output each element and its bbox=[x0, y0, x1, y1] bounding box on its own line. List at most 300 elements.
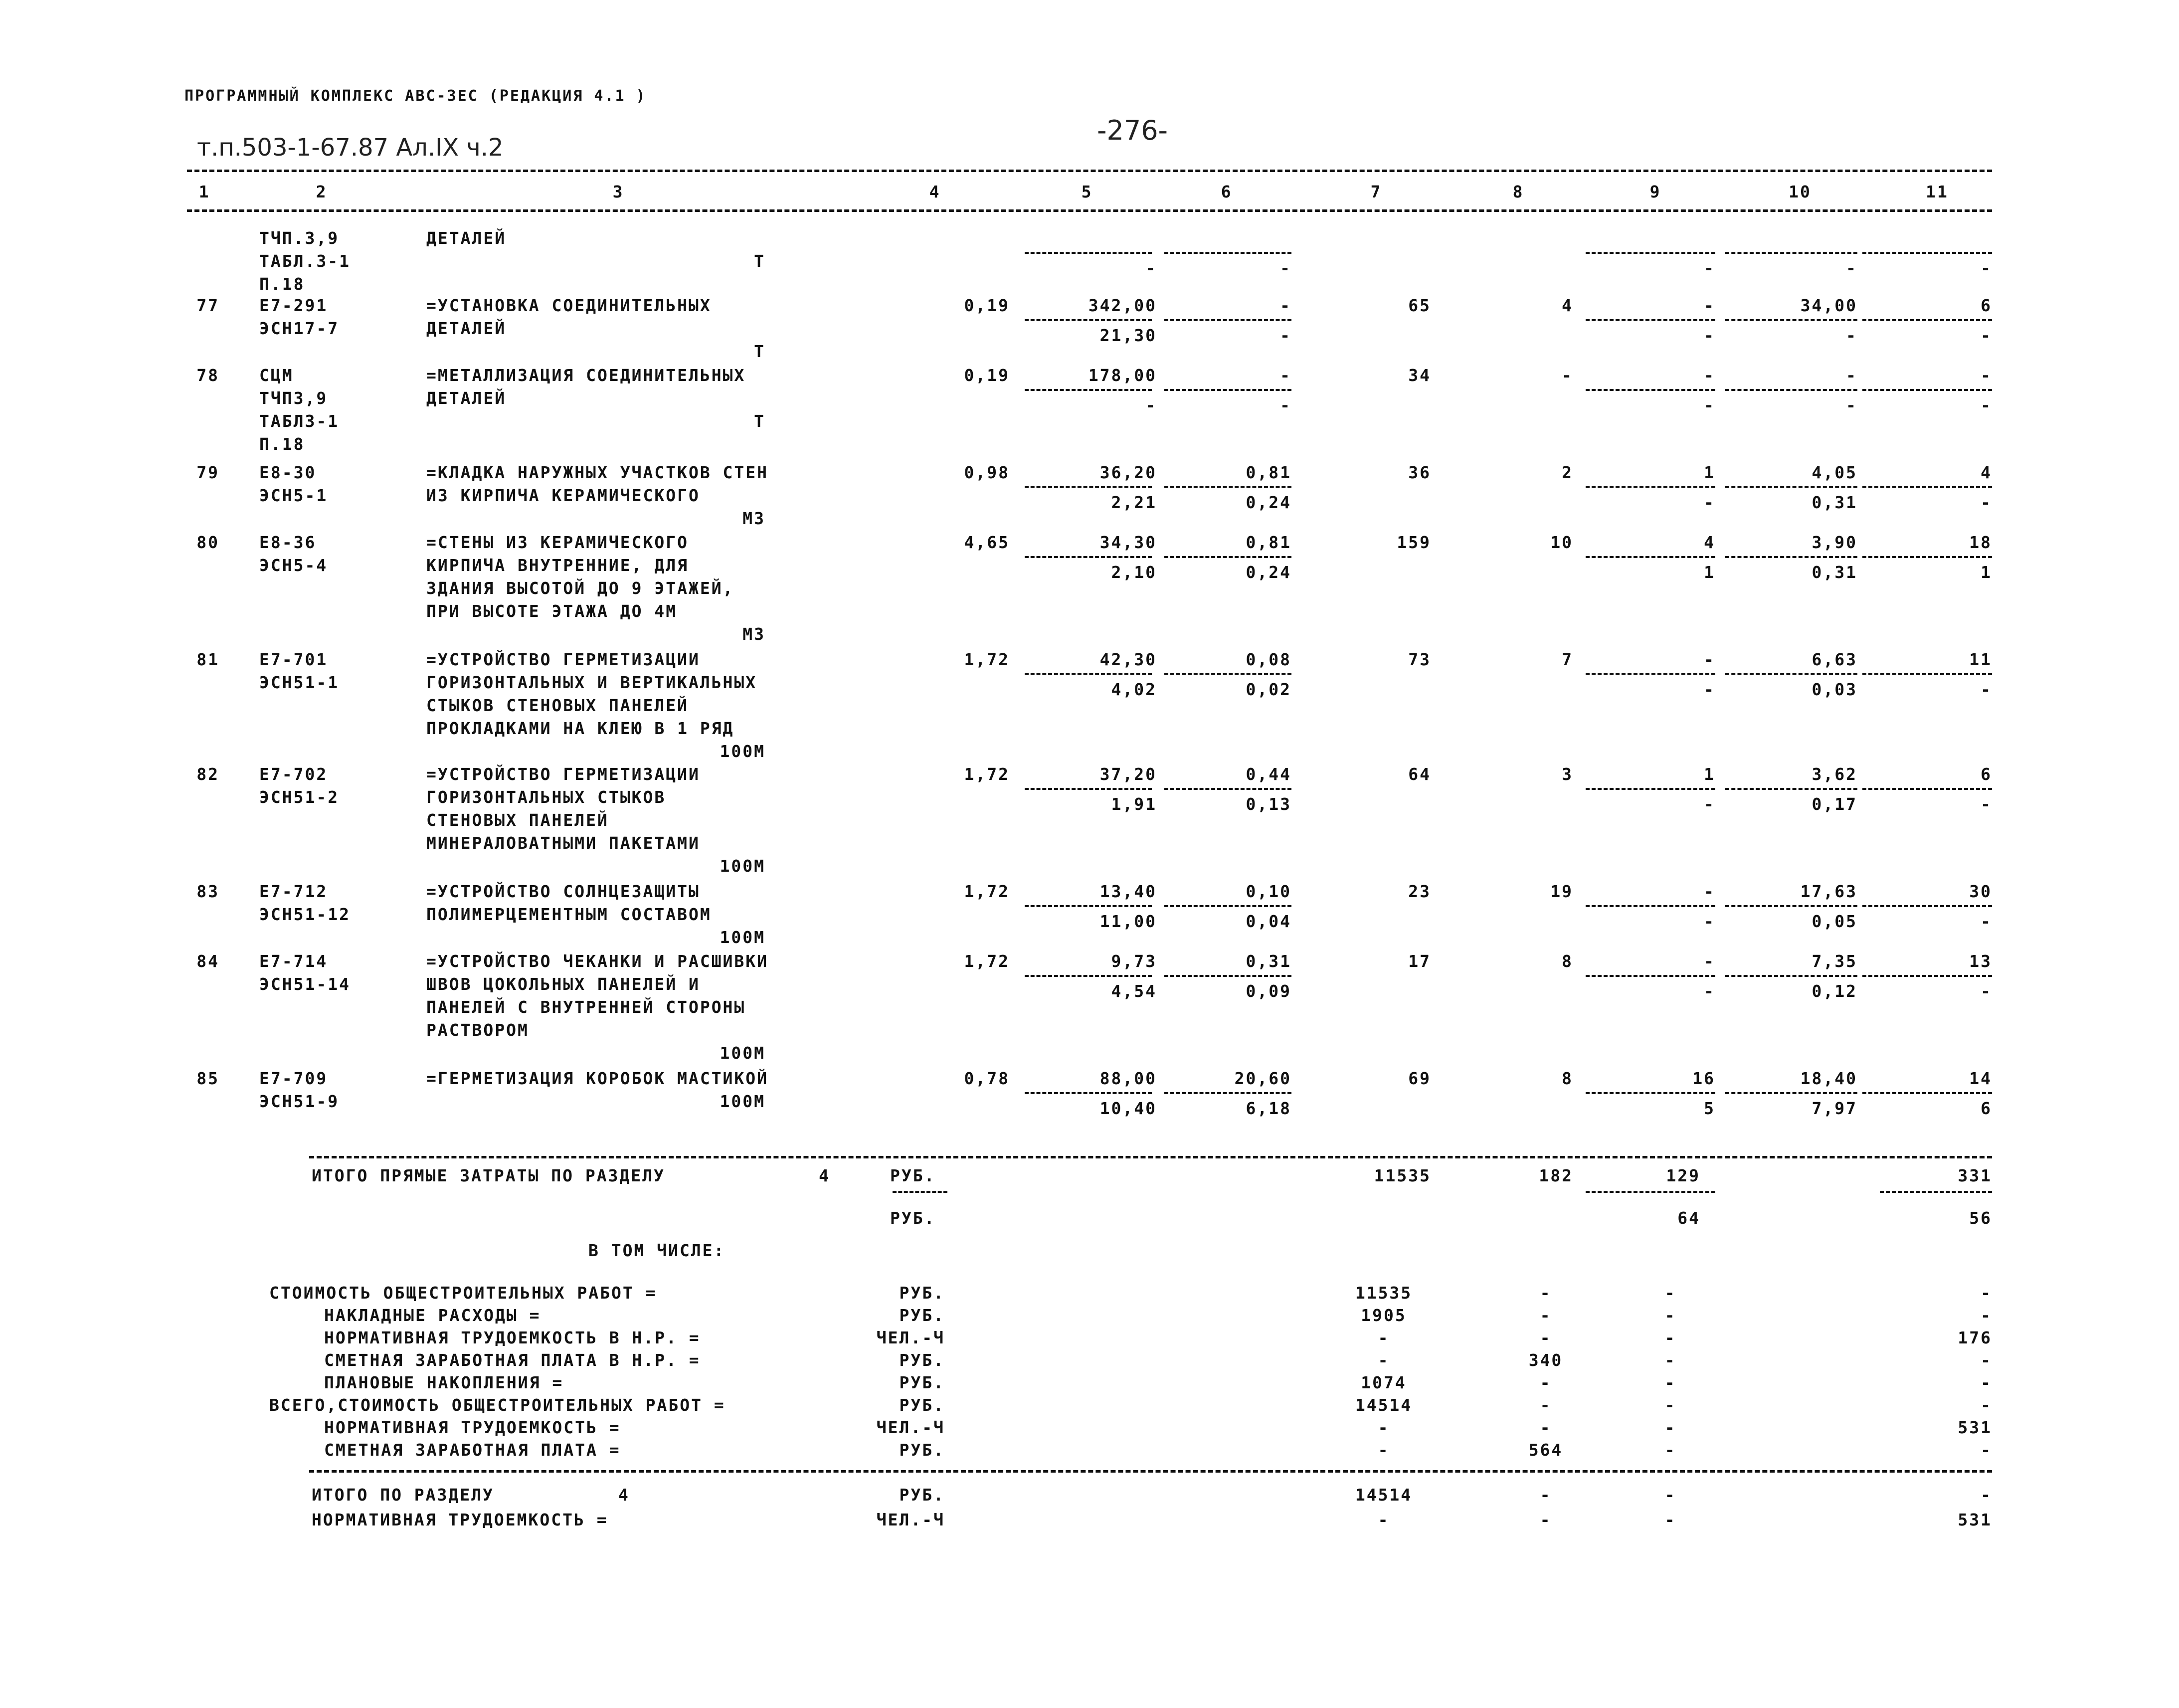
cell-c9-main: 4 bbox=[1704, 533, 1715, 552]
labor-c7: - bbox=[1378, 1510, 1390, 1529]
breakdown-c11: - bbox=[1981, 1395, 1992, 1415]
cell-c6-sub: 0,02 bbox=[1246, 680, 1291, 699]
cell-c11-sub: - bbox=[1981, 680, 1992, 699]
cell-rule bbox=[1586, 788, 1715, 790]
cell-c11-sub: - bbox=[1981, 258, 1992, 278]
row-description: ПРОКЛАДКАМИ НА КЛЕЮ В 1 РЯД bbox=[426, 719, 734, 738]
cell-rule bbox=[1025, 673, 1152, 675]
direct-costs-label: ИТОГО ПРЯМЫЕ ЗАТРАТЫ ПО РАЗДЕЛУ bbox=[312, 1166, 665, 1185]
cell-c6-main: - bbox=[1280, 366, 1291, 385]
cell-c9-main: 1 bbox=[1704, 764, 1715, 784]
column-header-6: 6 bbox=[1221, 182, 1233, 201]
row-description: ПРИ ВЫСОТЕ ЭТАЖА ДО 4М bbox=[426, 601, 678, 621]
section-total-unit: РУБ. bbox=[899, 1485, 945, 1505]
row-description: ГОРИЗОНТАЛЬНЫХ И ВЕРТИКАЛЬНЫХ bbox=[426, 673, 757, 692]
row-number: 83 bbox=[196, 882, 219, 901]
cell-rule bbox=[1586, 1191, 1715, 1193]
row-description: ГОРИЗОНТАЛЬНЫХ СТЫКОВ bbox=[426, 787, 666, 807]
row-code: ЭСН5-4 bbox=[259, 556, 328, 575]
row-description: ШВОВ ЦОКОЛЬНЫХ ПАНЕЛЕЙ И bbox=[426, 974, 700, 994]
cell-rule bbox=[1862, 788, 1992, 790]
cell-c10-main: - bbox=[1846, 366, 1857, 385]
cell-c9-main: - bbox=[1704, 882, 1715, 901]
cell-c5-main: 13,40 bbox=[1099, 882, 1157, 901]
cell-c6-main: 20,60 bbox=[1234, 1069, 1291, 1088]
breakdown-c7: - bbox=[1378, 1350, 1390, 1370]
cell-rule bbox=[1025, 319, 1152, 321]
cell-rule bbox=[1725, 319, 1857, 321]
cell-c7: 65 bbox=[1408, 296, 1431, 315]
column-header-8: 8 bbox=[1512, 182, 1524, 201]
row-description: СТЫКОВ СТЕНОВЫХ ПАНЕЛЕЙ bbox=[426, 696, 689, 715]
cell-c5-sub: 4,02 bbox=[1111, 680, 1157, 699]
row-unit: 100М bbox=[720, 742, 765, 761]
row-description: ДЕТАЛЕЙ bbox=[426, 319, 507, 338]
row-unit: Т bbox=[754, 251, 765, 271]
page-number: -276- bbox=[1097, 115, 1168, 146]
cell-c11-sub: - bbox=[1981, 794, 1992, 814]
column-header-11: 11 bbox=[1926, 182, 1949, 201]
breakdown-c8: - bbox=[1540, 1306, 1552, 1325]
cell-rule bbox=[1164, 389, 1291, 391]
breakdown-label: ВСЕГО,СТОИМОСТЬ ОБЩЕСТРОИТЕЛЬНЫХ РАБОТ = bbox=[269, 1395, 726, 1415]
document-code: т.п.503-1-67.87 Ал.IX ч.2 bbox=[197, 134, 504, 162]
labor-c8: - bbox=[1540, 1510, 1552, 1529]
breakdown-c8: - bbox=[1540, 1418, 1552, 1437]
breakdown-c9: - bbox=[1664, 1440, 1676, 1460]
cell-c6-sub: 0,24 bbox=[1246, 563, 1291, 582]
cell-c11-sub: - bbox=[1981, 395, 1992, 415]
cell-c10-main: 7,35 bbox=[1812, 951, 1857, 971]
row-description: ДЕТАЛЕЙ bbox=[426, 228, 507, 248]
row-unit: М3 bbox=[742, 624, 765, 644]
totals-rule-bottom bbox=[309, 1470, 1992, 1473]
program-header: ПРОГРАММНЫЙ КОМПЛЕКС АВС-ЗЕС (РЕДАКЦИЯ 4.1 ) bbox=[184, 87, 647, 105]
cell-rule bbox=[1025, 788, 1152, 790]
row-number: 82 bbox=[196, 764, 219, 784]
cell-c9-sub: - bbox=[1704, 680, 1715, 699]
column-header-7: 7 bbox=[1370, 182, 1382, 201]
row-quantity: 1,72 bbox=[964, 650, 1010, 669]
cell-rule bbox=[1586, 252, 1715, 254]
cell-c10-sub: 0,05 bbox=[1812, 912, 1857, 931]
cell-rule bbox=[1586, 389, 1715, 391]
cell-rule bbox=[1880, 1191, 1992, 1193]
cell-c8: 2 bbox=[1562, 463, 1573, 482]
cell-rule bbox=[1725, 673, 1857, 675]
breakdown-c11: 176 bbox=[1958, 1328, 1992, 1347]
direct-costs-unit: РУБ. bbox=[890, 1166, 936, 1185]
row-description: РАСТВОРОМ bbox=[426, 1020, 529, 1040]
cell-c5-main: 36,20 bbox=[1099, 463, 1157, 482]
cell-c8: 19 bbox=[1550, 882, 1573, 901]
cell-rule bbox=[1862, 975, 1992, 977]
row-code: П.18 bbox=[259, 434, 305, 454]
cell-rule bbox=[1725, 389, 1857, 391]
cell-rule bbox=[1025, 556, 1152, 558]
row-unit: Т bbox=[754, 411, 765, 431]
cell-c10-main: 34,00 bbox=[1800, 296, 1857, 315]
cell-c8: 3 bbox=[1562, 764, 1573, 784]
row-code: Е7-709 bbox=[259, 1069, 328, 1088]
cell-rule bbox=[1164, 905, 1291, 907]
row-description: =УСТРОЙСТВО ГЕРМЕТИЗАЦИИ bbox=[426, 650, 700, 669]
cell-c7: 36 bbox=[1408, 463, 1431, 482]
breakdown-c8: - bbox=[1540, 1373, 1552, 1392]
row-code: ЭСН51-14 bbox=[259, 974, 351, 994]
row-code: ЭСН5-1 bbox=[259, 486, 328, 505]
cell-rule bbox=[1164, 975, 1291, 977]
cell-c11-main: 6 bbox=[1981, 296, 1992, 315]
row-code: Е7-702 bbox=[259, 764, 328, 784]
cell-rule bbox=[1164, 486, 1291, 488]
breakdown-c9: - bbox=[1664, 1395, 1676, 1415]
cell-c5-main: 178,00 bbox=[1088, 366, 1157, 385]
cell-rule bbox=[1586, 486, 1715, 488]
cell-c10-sub: 0,31 bbox=[1812, 563, 1857, 582]
cell-c6-main: 0,44 bbox=[1246, 764, 1291, 784]
cell-c11-sub: 6 bbox=[1981, 1099, 1992, 1118]
cell-c7: 159 bbox=[1397, 533, 1431, 552]
direct-costs-c7: 11535 bbox=[1374, 1166, 1431, 1185]
row-description: =УСТАНОВКА СОЕДИНИТЕЛЬНЫХ bbox=[426, 296, 712, 315]
cell-rule bbox=[1025, 486, 1152, 488]
totals-rule-top bbox=[309, 1156, 1992, 1158]
breakdown-c11: - bbox=[1981, 1350, 1992, 1370]
cell-c10-sub: - bbox=[1846, 326, 1857, 345]
cell-c10-sub: 0,31 bbox=[1812, 493, 1857, 512]
cell-c10-main: 4,05 bbox=[1812, 463, 1857, 482]
cell-c8: 8 bbox=[1562, 951, 1573, 971]
breakdown-unit: РУБ. bbox=[899, 1283, 945, 1303]
cell-c7: 69 bbox=[1408, 1069, 1431, 1088]
labor-unit: ЧЕЛ.-Ч bbox=[876, 1510, 945, 1529]
row-number: 78 bbox=[196, 366, 219, 385]
row-code: ТЧП3,9 bbox=[259, 388, 328, 408]
cell-rule bbox=[1862, 486, 1992, 488]
cell-rule bbox=[1862, 905, 1992, 907]
row-code: ТАБЛ.3-1 bbox=[259, 251, 351, 271]
cell-rule bbox=[1164, 788, 1291, 790]
cell-c6-sub: - bbox=[1280, 326, 1291, 345]
cell-c9-main: - bbox=[1704, 650, 1715, 669]
row-number: 79 bbox=[196, 463, 219, 482]
row-description: ЗДАНИЯ ВЫСОТОЙ ДО 9 ЭТАЖЕЙ, bbox=[426, 578, 734, 598]
cell-c6-main: 0,10 bbox=[1246, 882, 1291, 901]
row-number: 80 bbox=[196, 533, 219, 552]
row-unit: 100М bbox=[720, 856, 765, 876]
unit-rule bbox=[893, 1191, 947, 1193]
cell-c10-main: 6,63 bbox=[1812, 650, 1857, 669]
row-code: Е7-701 bbox=[259, 650, 328, 669]
cell-rule bbox=[1164, 673, 1291, 675]
cell-c7: 17 bbox=[1408, 951, 1431, 971]
cell-rule bbox=[1025, 905, 1152, 907]
cell-c10-sub: 0,17 bbox=[1812, 794, 1857, 814]
header-rule-top bbox=[187, 170, 1992, 172]
cell-c8: - bbox=[1562, 366, 1573, 385]
including-label: В ТОМ ЧИСЛЕ: bbox=[588, 1241, 726, 1260]
row-description: =КЛАДКА НАРУЖНЫХ УЧАСТКОВ СТЕН bbox=[426, 463, 769, 482]
cell-rule bbox=[1725, 556, 1857, 558]
row-description: ИЗ КИРПИЧА КЕРАМИЧЕСКОГО bbox=[426, 486, 700, 505]
cell-c6-main: 0,81 bbox=[1246, 463, 1291, 482]
cell-c11-main: - bbox=[1981, 366, 1992, 385]
cell-c11-main: 4 bbox=[1981, 463, 1992, 482]
row-quantity: 0,78 bbox=[964, 1069, 1010, 1088]
cell-rule bbox=[1862, 1092, 1992, 1094]
row-code: Е7-712 bbox=[259, 882, 328, 901]
breakdown-unit: РУБ. bbox=[899, 1440, 945, 1460]
cell-c5-main: 88,00 bbox=[1099, 1069, 1157, 1088]
cell-c5-main: 37,20 bbox=[1099, 764, 1157, 784]
cell-rule bbox=[1862, 556, 1992, 558]
cell-c6-sub: - bbox=[1280, 258, 1291, 278]
row-description: =УСТРОЙСТВО СОЛНЦЕЗАЩИТЫ bbox=[426, 882, 700, 901]
row-number: 85 bbox=[196, 1069, 219, 1088]
cell-c9-main: - bbox=[1704, 366, 1715, 385]
cell-c10-main: 3,90 bbox=[1812, 533, 1857, 552]
row-code: ЭСН51-9 bbox=[259, 1092, 340, 1111]
cell-c9-main: - bbox=[1704, 296, 1715, 315]
breakdown-c9: - bbox=[1664, 1306, 1676, 1325]
cell-c10-sub: - bbox=[1846, 258, 1857, 278]
section-total-c9: - bbox=[1664, 1485, 1676, 1505]
breakdown-c11: - bbox=[1981, 1440, 1992, 1460]
cell-rule bbox=[1586, 319, 1715, 321]
breakdown-c8: - bbox=[1540, 1328, 1552, 1347]
cell-rule bbox=[1862, 389, 1992, 391]
cell-rule bbox=[1164, 1092, 1291, 1094]
row-unit: 100М bbox=[720, 928, 765, 947]
cell-c11-sub: - bbox=[1981, 493, 1992, 512]
row-description: =УСТРОЙСТВО ЧЕКАНКИ И РАСШИВКИ bbox=[426, 951, 769, 971]
cell-rule bbox=[1025, 975, 1152, 977]
cell-rule bbox=[1862, 673, 1992, 675]
cell-c11-main: 11 bbox=[1969, 650, 1992, 669]
row-description: ПОЛИМЕРЦЕМЕНТНЫМ СОСТАВОМ bbox=[426, 905, 712, 924]
cell-c11-sub: - bbox=[1981, 326, 1992, 345]
cell-rule bbox=[1025, 389, 1152, 391]
cell-c6-sub: 6,18 bbox=[1246, 1099, 1291, 1118]
cell-c5-main: 42,30 bbox=[1099, 650, 1157, 669]
cell-c10-main: 3,62 bbox=[1812, 764, 1857, 784]
row-unit: Т bbox=[754, 342, 765, 361]
breakdown-unit: ЧЕЛ.-Ч bbox=[876, 1328, 945, 1347]
cell-rule bbox=[1586, 556, 1715, 558]
cell-c5-sub: - bbox=[1145, 258, 1157, 278]
cell-rule bbox=[1586, 905, 1715, 907]
breakdown-label: НОРМАТИВНАЯ ТРУДОЕМКОСТЬ = bbox=[324, 1418, 621, 1437]
row-number: 81 bbox=[196, 650, 219, 669]
row-code: Е7-291 bbox=[259, 296, 328, 315]
cell-rule bbox=[1025, 1092, 1152, 1094]
labor-label: НОРМАТИВНАЯ ТРУДОЕМКОСТЬ = bbox=[312, 1510, 608, 1529]
cell-c9-sub: 5 bbox=[1704, 1099, 1715, 1118]
cell-c10-main: 18,40 bbox=[1800, 1069, 1857, 1088]
row-code: ЭСН51-1 bbox=[259, 673, 340, 692]
breakdown-c8: 564 bbox=[1528, 1440, 1563, 1460]
breakdown-c11: - bbox=[1981, 1306, 1992, 1325]
row-code: СЦМ bbox=[259, 366, 294, 385]
row-code: ТАБЛ3-1 bbox=[259, 411, 340, 431]
cell-c10-sub: 0,03 bbox=[1812, 680, 1857, 699]
breakdown-c9: - bbox=[1664, 1418, 1676, 1437]
cell-c9-sub: - bbox=[1704, 258, 1715, 278]
cell-rule bbox=[1725, 486, 1857, 488]
cell-c11-main: 6 bbox=[1981, 764, 1992, 784]
cell-rule bbox=[1164, 556, 1291, 558]
breakdown-c11: - bbox=[1981, 1373, 1992, 1392]
header-rule-bottom bbox=[187, 209, 1992, 212]
breakdown-c11: - bbox=[1981, 1283, 1992, 1303]
cell-rule bbox=[1725, 975, 1857, 977]
breakdown-c7: - bbox=[1378, 1440, 1390, 1460]
column-header-5: 5 bbox=[1081, 182, 1093, 201]
cell-c5-sub: 2,21 bbox=[1111, 493, 1157, 512]
cell-c5-main: 34,30 bbox=[1099, 533, 1157, 552]
section-total-c7: 14514 bbox=[1355, 1485, 1413, 1505]
direct-costs-c9: 129 bbox=[1666, 1166, 1700, 1185]
breakdown-c7: 1074 bbox=[1361, 1373, 1407, 1392]
cell-c10-main: 17,63 bbox=[1800, 882, 1857, 901]
cell-c6-main: 0,08 bbox=[1246, 650, 1291, 669]
direct-costs-c8: 182 bbox=[1539, 1166, 1573, 1185]
direct-costs-section: 4 bbox=[819, 1166, 830, 1185]
cell-c11-sub: - bbox=[1981, 912, 1992, 931]
cell-rule bbox=[1586, 673, 1715, 675]
row-quantity: 1,72 bbox=[964, 951, 1010, 971]
row-description: КИРПИЧА ВНУТРЕННИЕ, ДЛЯ bbox=[426, 556, 689, 575]
cell-c8: 4 bbox=[1562, 296, 1573, 315]
section-total-num: 4 bbox=[618, 1485, 630, 1505]
cell-rule bbox=[1725, 905, 1857, 907]
row-description: =МЕТАЛЛИЗАЦИЯ СОЕДИНИТЕЛЬНЫХ bbox=[426, 366, 746, 385]
column-header-3: 3 bbox=[612, 182, 624, 201]
cell-rule bbox=[1725, 788, 1857, 790]
breakdown-c11: 531 bbox=[1958, 1418, 1992, 1437]
cell-c5-sub: 1,91 bbox=[1111, 794, 1157, 814]
breakdown-unit: РУБ. bbox=[899, 1350, 945, 1370]
breakdown-c8: - bbox=[1540, 1395, 1552, 1415]
cell-c5-sub: 4,54 bbox=[1111, 981, 1157, 1001]
cell-c7: 73 bbox=[1408, 650, 1431, 669]
cell-c9-main: 1 bbox=[1704, 463, 1715, 482]
direct-costs-unit2: РУБ. bbox=[890, 1208, 936, 1228]
cell-c6-sub: - bbox=[1280, 395, 1291, 415]
breakdown-unit: РУБ. bbox=[899, 1373, 945, 1392]
breakdown-c7: 14514 bbox=[1355, 1395, 1413, 1415]
row-description: ПАНЕЛЕЙ С ВНУТРЕННЕЙ СТОРОНЫ bbox=[426, 997, 746, 1017]
row-number: 77 bbox=[196, 296, 219, 315]
cell-rule bbox=[1586, 1092, 1715, 1094]
labor-c11: 531 bbox=[1958, 1510, 1992, 1529]
row-quantity: 4,65 bbox=[964, 533, 1010, 552]
cell-c6-main: - bbox=[1280, 296, 1291, 315]
cell-c5-sub: 11,00 bbox=[1099, 912, 1157, 931]
cell-c6-main: 0,31 bbox=[1246, 951, 1291, 971]
cell-c9-sub: - bbox=[1704, 493, 1715, 512]
cell-c9-sub: - bbox=[1704, 326, 1715, 345]
row-quantity: 1,72 bbox=[964, 764, 1010, 784]
cell-c9-sub: - bbox=[1704, 912, 1715, 931]
breakdown-c7: - bbox=[1378, 1418, 1390, 1437]
row-quantity: 0,98 bbox=[964, 463, 1010, 482]
row-description: =СТЕНЫ ИЗ КЕРАМИЧЕСКОГО bbox=[426, 533, 689, 552]
direct-costs-c11: 331 bbox=[1958, 1166, 1992, 1185]
cell-c11-main: 30 bbox=[1969, 882, 1992, 901]
row-unit: 100М bbox=[720, 1092, 765, 1111]
row-description: МИНЕРАЛОВАТНЫМИ ПАКЕТАМИ bbox=[426, 833, 700, 853]
breakdown-c7: 11535 bbox=[1355, 1283, 1413, 1303]
row-code: ТЧП.3,9 bbox=[259, 228, 340, 248]
cell-c9-sub: - bbox=[1704, 395, 1715, 415]
breakdown-label: НОРМАТИВНАЯ ТРУДОЕМКОСТЬ В Н.Р. = bbox=[324, 1328, 701, 1347]
cell-c6-main: 0,81 bbox=[1246, 533, 1291, 552]
breakdown-c9: - bbox=[1664, 1373, 1676, 1392]
row-code: ЭСН51-12 bbox=[259, 905, 351, 924]
breakdown-label: СМЕТНАЯ ЗАРАБОТНАЯ ПЛАТА В Н.Р. = bbox=[324, 1350, 701, 1370]
breakdown-c7: - bbox=[1378, 1328, 1390, 1347]
row-code: Е8-30 bbox=[259, 463, 317, 482]
breakdown-unit: РУБ. bbox=[899, 1395, 945, 1415]
breakdown-unit: РУБ. bbox=[899, 1306, 945, 1325]
breakdown-label: СМЕТНАЯ ЗАРАБОТНАЯ ПЛАТА = bbox=[324, 1440, 621, 1460]
row-quantity: 1,72 bbox=[964, 882, 1010, 901]
cell-rule bbox=[1725, 1092, 1857, 1094]
cell-c8: 10 bbox=[1550, 533, 1573, 552]
row-description: =ГЕРМЕТИЗАЦИЯ КОРОБОК МАСТИКОЙ bbox=[426, 1069, 769, 1088]
direct-costs-c11b: 56 bbox=[1969, 1208, 1992, 1228]
cell-c5-sub: 21,30 bbox=[1099, 326, 1157, 345]
cell-c5-sub: 2,10 bbox=[1111, 563, 1157, 582]
cell-c6-sub: 0,13 bbox=[1246, 794, 1291, 814]
breakdown-c8: 340 bbox=[1528, 1350, 1563, 1370]
cell-rule bbox=[1586, 975, 1715, 977]
cell-c9-sub: - bbox=[1704, 794, 1715, 814]
column-header-10: 10 bbox=[1789, 182, 1812, 201]
breakdown-c7: 1905 bbox=[1361, 1306, 1407, 1325]
cell-rule bbox=[1025, 252, 1152, 254]
cell-c10-sub: - bbox=[1846, 395, 1857, 415]
column-header-4: 4 bbox=[929, 182, 941, 201]
cell-c8: 7 bbox=[1562, 650, 1573, 669]
section-total-c8: - bbox=[1540, 1485, 1552, 1505]
breakdown-label: ПЛАНОВЫЕ НАКОПЛЕНИЯ = bbox=[324, 1373, 564, 1392]
cell-rule bbox=[1862, 319, 1992, 321]
direct-costs-c9b: 64 bbox=[1677, 1208, 1700, 1228]
cell-c11-sub: 1 bbox=[1981, 563, 1992, 582]
row-code: П.18 bbox=[259, 274, 305, 294]
cell-rule bbox=[1725, 252, 1857, 254]
section-total-label: ИТОГО ПО РАЗДЕЛУ bbox=[312, 1485, 494, 1505]
cell-c11-main: 14 bbox=[1969, 1069, 1992, 1088]
breakdown-c9: - bbox=[1664, 1328, 1676, 1347]
cell-rule bbox=[1164, 319, 1291, 321]
cell-c9-main: 16 bbox=[1692, 1069, 1715, 1088]
cell-rule bbox=[1862, 252, 1992, 254]
cell-c6-sub: 0,24 bbox=[1246, 493, 1291, 512]
row-quantity: 0,19 bbox=[964, 296, 1010, 315]
cell-c8: 8 bbox=[1562, 1069, 1573, 1088]
cell-c11-main: 13 bbox=[1969, 951, 1992, 971]
row-description: ДЕТАЛЕЙ bbox=[426, 388, 507, 408]
column-header-9: 9 bbox=[1649, 182, 1661, 201]
section-total-c11: - bbox=[1981, 1485, 1992, 1505]
breakdown-c9: - bbox=[1664, 1283, 1676, 1303]
breakdown-label: НАКЛАДНЫЕ РАСХОДЫ = bbox=[324, 1306, 541, 1325]
cell-c7: 34 bbox=[1408, 366, 1431, 385]
